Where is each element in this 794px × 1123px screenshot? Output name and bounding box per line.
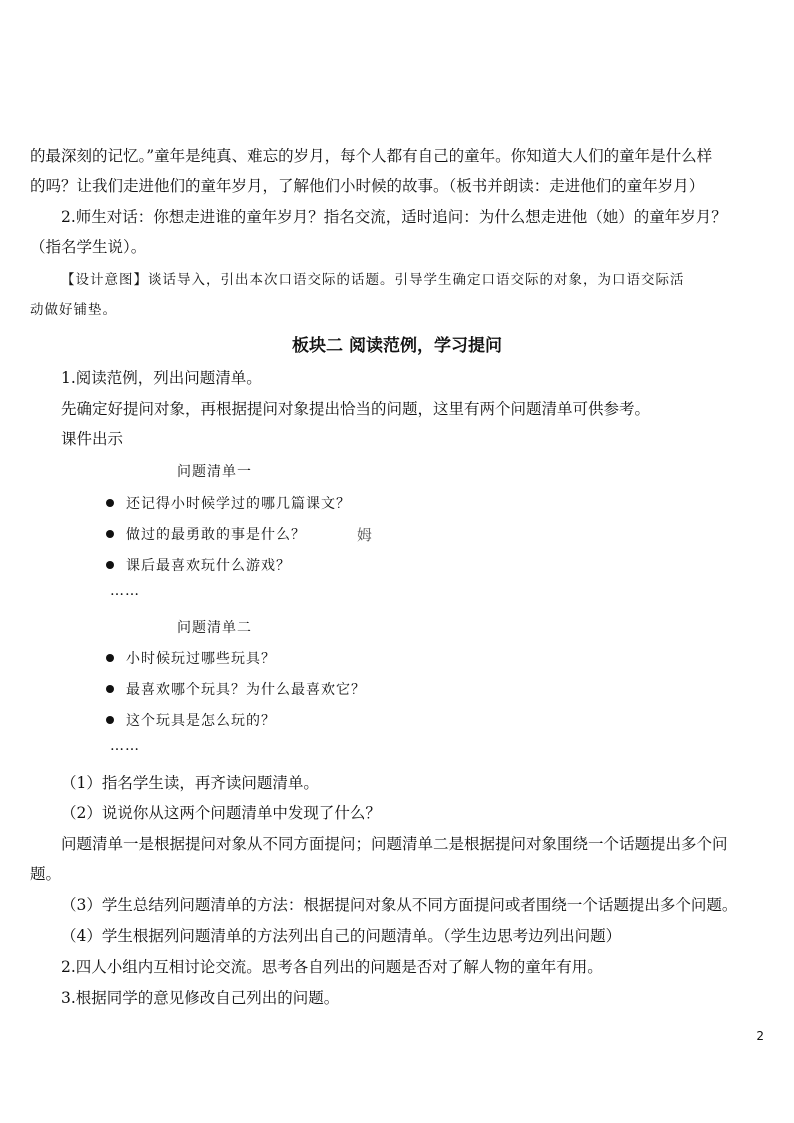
bullet-icon [106,499,114,507]
question-list-1-ellipsis: …… [110,583,140,599]
bullet-icon [106,530,114,538]
page-number: 2 [756,1029,764,1043]
question-list-1-item: 课后最喜欢玩什么游戏？ [106,555,291,575]
question-list-2-item: 最喜欢哪个玩具？为什么最喜欢它？ [106,679,366,699]
question-list-2-ellipsis: …… [110,738,140,754]
step-4: （4）学生根据列问题清单的方法列出自己的问题清单。（学生边思考边列出问题） [61,927,622,945]
step-answer-line-1: 问题清单一是根据提问对象从不同方面提问；问题清单二是根据提问对象围绕一个话题提出多个问 [61,835,728,853]
bullet-icon [106,654,114,662]
design-note-line-2: 动做好铺垫。 [30,302,117,318]
question-list-1-item: 做过的最勇敢的事是什么？ [106,524,306,544]
bullet-icon [106,561,114,569]
step-answer-line-2: 题。 [30,865,62,883]
step-3: （3）学生总结列问题清单的方法：根据提问对象从不同方面提问或者围绕一个话题提出多个问题。 [61,896,738,914]
step-group-discussion: 2.四人小组内互相讨论交流。思考各自列出的问题是否对了解人物的童年有用。 [61,958,603,976]
question-list-2-title: 问题清单二 [177,620,252,636]
bullet-icon [106,685,114,693]
body-paragraph-1: 1.阅读范例，列出问题清单。 [61,369,262,387]
section-heading: 板块二 阅读范例，学习提问 [292,336,502,356]
body-paragraph-2: 先确定好提问对象，再根据提问对象提出恰当的问题，这里有两个问题清单可供参考。 [61,400,651,418]
intro-line-4: （指名学生说）。 [30,238,147,256]
body-paragraph-3: 课件出示 [61,430,124,448]
bullet-icon [106,716,114,724]
intro-line-2: 的吗？让我们走进他们的童年岁月，了解他们小时候的故事。（板书并朗读：走进他们的童年岁月） [30,177,705,195]
stray-character: 姆 [357,526,373,544]
step-2: （2）说说你从这两个问题清单中发现了什么？ [61,804,381,822]
intro-line-1: 的最深刻的记忆。”童年是纯真、难忘的岁月，每个人都有自己的童年。你知道大人们的童年是什么样 [30,147,713,165]
question-list-2-item: 小时候玩过哪些玩具？ [106,648,276,668]
intro-line-3: 2.师生对话：你想走进谁的童年岁月？指名交流，适时追问：为什么想走进他（她）的童年岁月？ [61,208,727,226]
question-list-2-item: 这个玩具是怎么玩的？ [106,710,276,730]
design-note-line-1: 【设计意图】谈话导入，引出本次口语交际的话题。引导学生确定口语交际的对象，为口语交际活 [61,272,685,288]
step-revise-questions: 3.根据同学的意见修改自己列出的问题。 [61,989,340,1007]
question-list-1-item: 还记得小时候学过的哪几篇课文？ [106,493,351,513]
question-list-1-title: 问题清单一 [177,464,252,480]
step-1: （1）指名学生读，再齐读问题清单。 [61,774,319,792]
